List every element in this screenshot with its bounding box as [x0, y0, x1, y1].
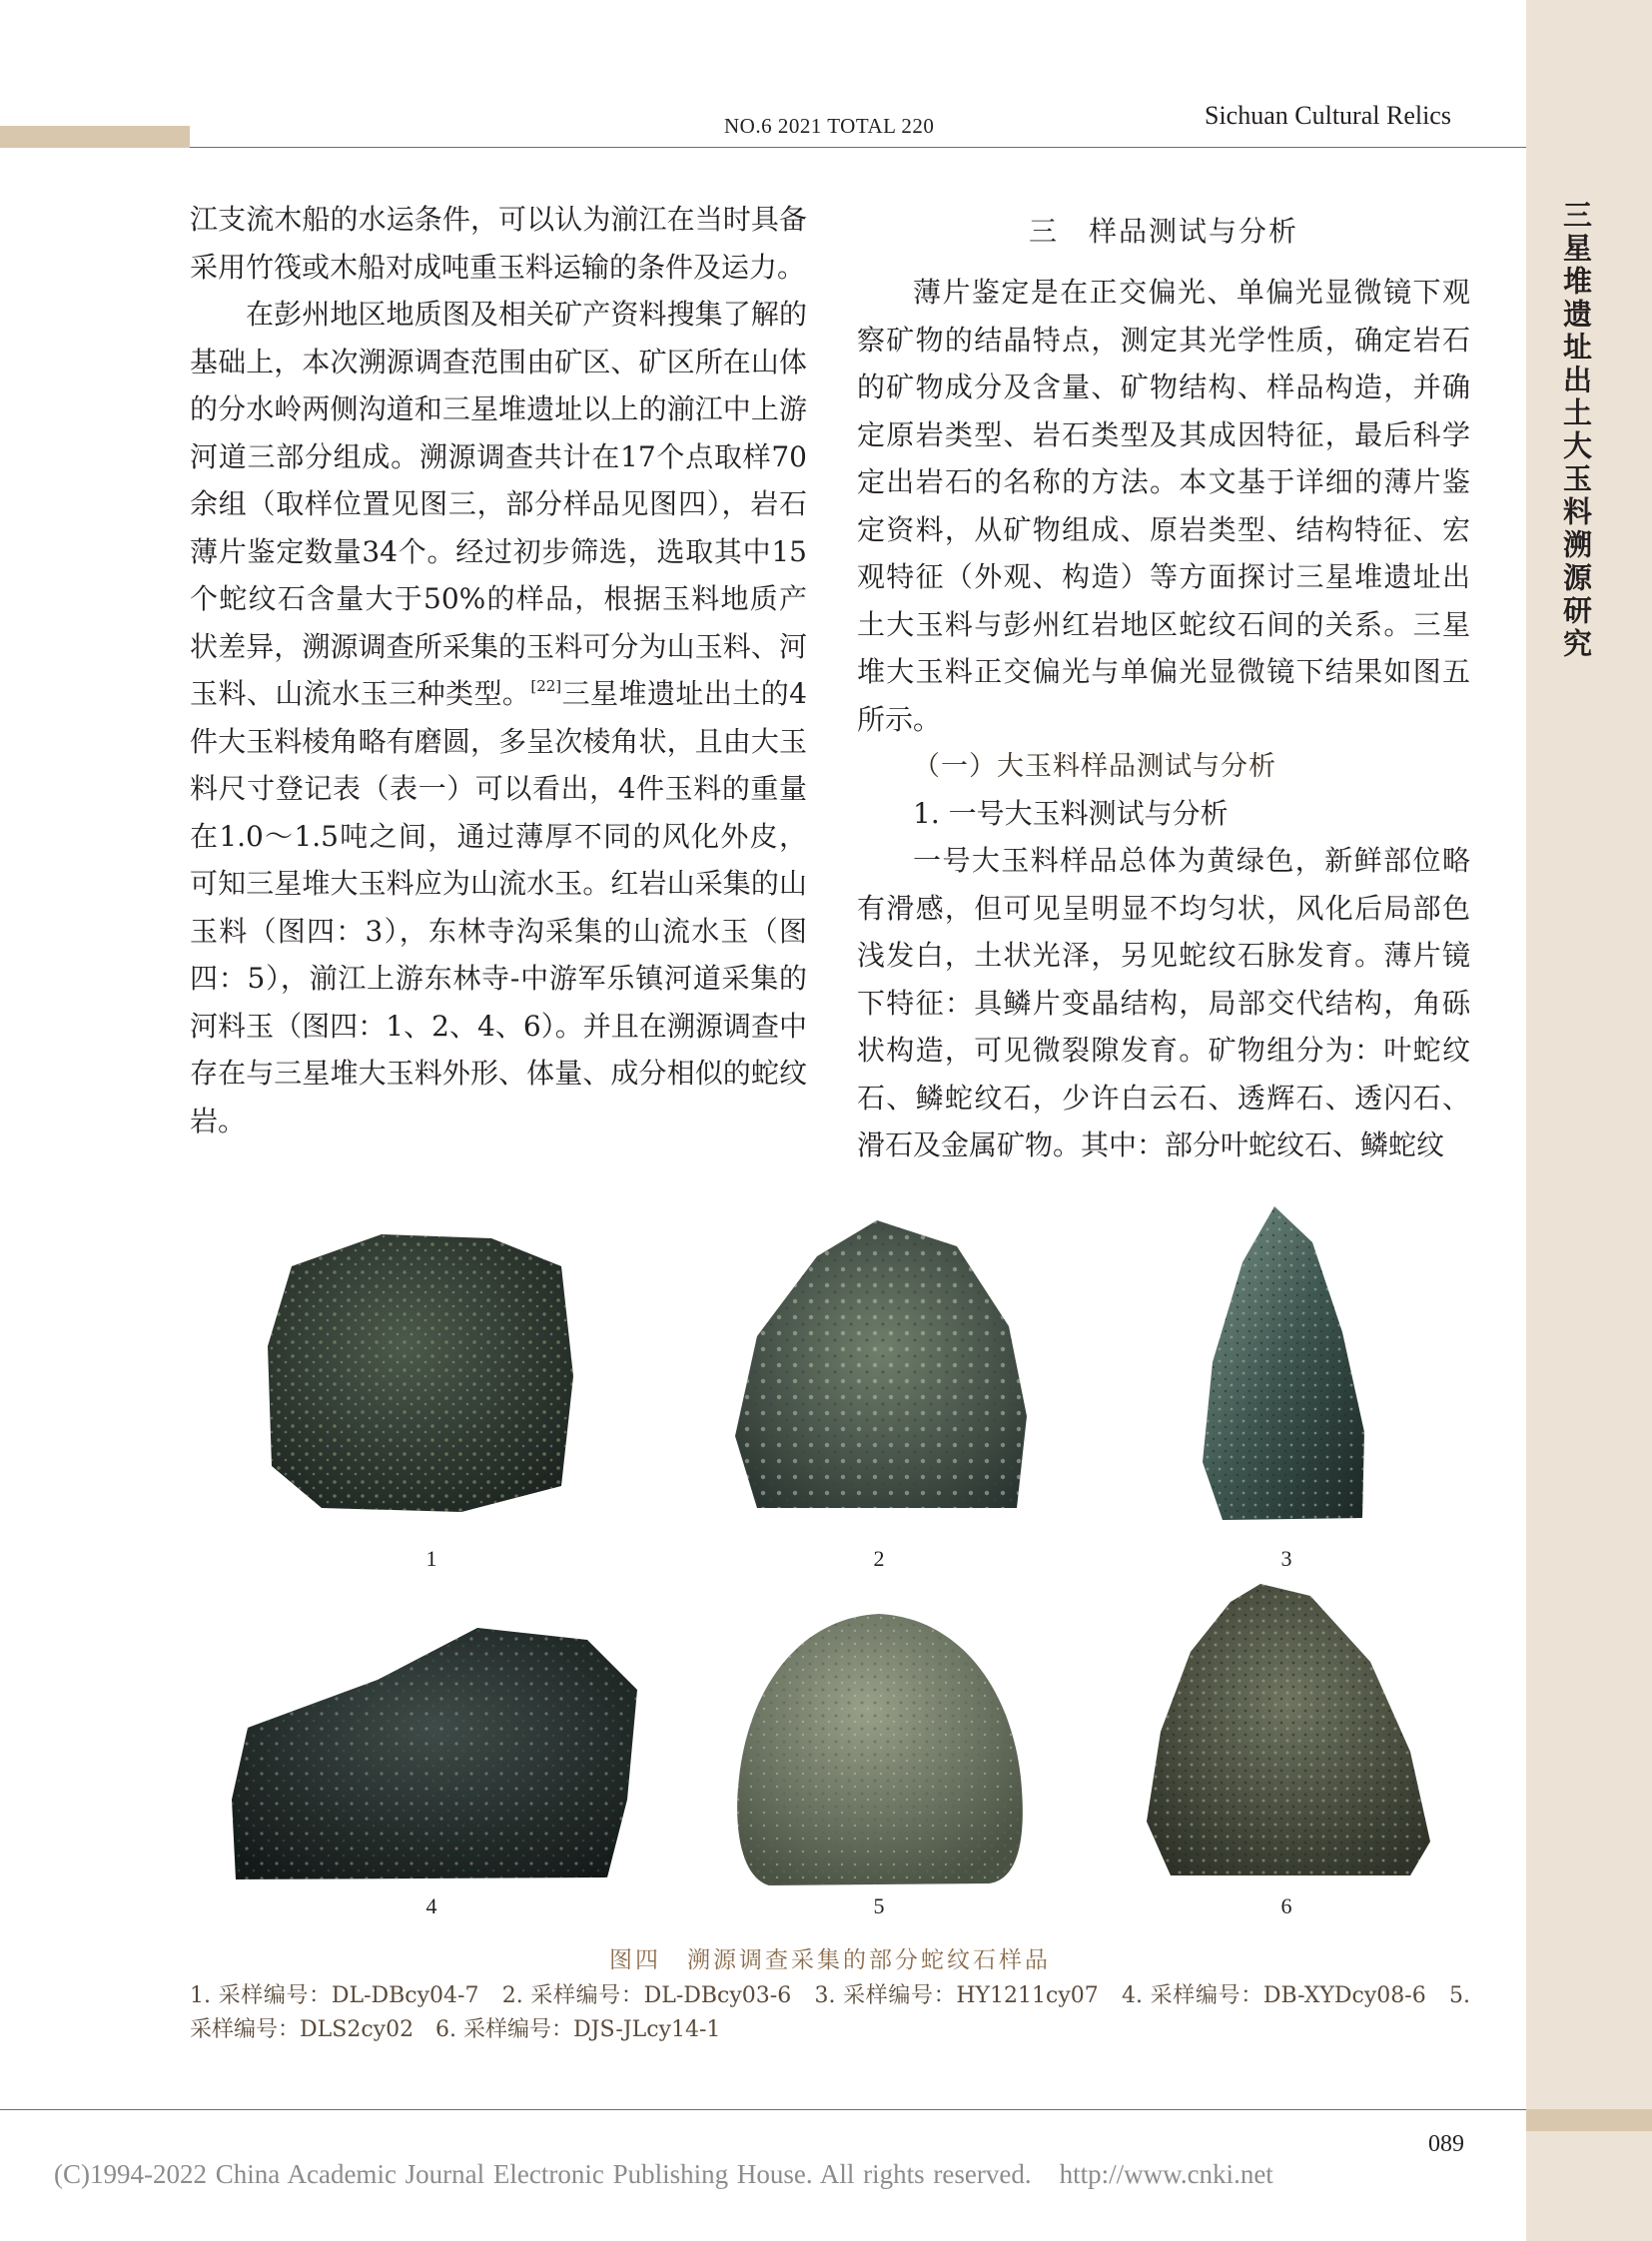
- figure-label: 5: [873, 1893, 885, 1918]
- footer-link[interactable]: http://www.cnki.net: [1059, 2159, 1273, 2189]
- figure-caption-title: 图四 溯源调查采集的部分蛇纹石样品: [609, 1947, 1051, 1973]
- paragraph: 薄片鉴定是在正交偏光、单偏光显微镜下观察矿物的结晶特点，测定其光学性质，确定岩石的矿物成分及含量、矿物结构、样品构造，并确定原岩类型、岩石类型及其成因特征，最后科学定出岩石的名称的方法。本文基于详细的薄片鉴定资料，从矿物组成、原岩类型、结构特征、宏观特征（外观、构造）等方面探讨三星堆遗址出土大玉料与彭州红岩地区蛇纹石间的关系。三星堆大玉料正交偏光与单偏光显微镜下结果如图五所示。: [857, 276, 1470, 736]
- footer-rule: [0, 2109, 1526, 2110]
- rock-photo-5: [729, 1608, 1029, 1887]
- rock-photo-4: [228, 1620, 643, 1883]
- paragraph: 江支流木船的水运条件，可以认为湔江在当时具备采用竹筏或木船对成吨重玉料运输的条件及运力。: [190, 203, 807, 284]
- figure-label: 3: [1280, 1546, 1292, 1571]
- left-column: [190, 196, 807, 1144]
- footer-accent-bar: [1526, 2109, 1652, 2131]
- figure-caption-notes: 1. 采样编号：DL-DBcy04-7 2. 采样编号：DL-DBcy03-6 3. 采样编号：HY1211cy07 4. 采样编号：DB-XYDcy08-6 5. 采样编号：DLS2cy02 6. 采样编号：DJS-JLcy14-1: [190, 1983, 1470, 2042]
- paragraph: [190, 291, 807, 1144]
- rock-photo-2: [727, 1216, 1031, 1514]
- subsection-heading: （一）大玉料样品测试与分析: [913, 751, 1276, 782]
- rock-photo-6: [1141, 1582, 1434, 1879]
- figure-label: 1: [425, 1546, 437, 1571]
- header-accent-bar: [0, 126, 190, 148]
- rock-photo-1: [262, 1226, 579, 1518]
- header-rule: [190, 147, 1526, 148]
- citation-ref[interactable]: [22]: [530, 677, 562, 695]
- paragraph-text: 三星堆遗址出土的4件大玉料棱角略有磨圆，多呈次棱角状，且由大玉料尺寸登记表（表一）可以看出，4件玉料的重量在1.0～1.5吨之间，通过薄厚不同的风化外皮，可知三星堆大玉料应为山流水玉。红岩山采集的山玉料（图四：3），东林寺沟采集的山流水玉（图四：5），湔江上游东林寺-中游军乐镇河道采集的河料玉（图四：1、2、4、6）。并且在溯源调查中存在与三星堆大玉料外形、体量、成分相似的蛇纹岩。: [190, 677, 807, 1137]
- section-heading: 三 样品测试与分析: [1028, 215, 1298, 248]
- footer: [54, 2159, 1273, 2190]
- figure-label: 6: [1280, 1893, 1292, 1918]
- running-side-title: 三星堆遗址出土大玉料溯源研究: [1559, 200, 1593, 661]
- paragraph-text: 在彭州地区地质图及相关矿产资料搜集了解的基础上，本次溯源调查范围由矿区、矿区所在山体的分水岭两侧沟道和三星堆遗址以上的湔江中上游河道三部分组成。溯源调查共计在17个点取样70余组（取样位置见图三，部分样品见图四），岩石薄片鉴定数量34个。经过初步筛选，选取其中15个蛇纹石含量大于50%的样品，根据玉料地质产状差异，溯源调查所采集的玉料可分为山玉料、河玉料、山流水玉三种类型。: [190, 298, 807, 710]
- page-number: 089: [1428, 2131, 1464, 2157]
- paragraph: 一号大玉料样品总体为黄绿色，新鲜部位略有滑感，但可见呈明显不均匀状，风化后局部色浅发白，土状光泽，另见蛇纹石脉发育。薄片镜下特征：具鳞片变晶结构，局部交代结构，角砾状构造，可见微裂隙发育。矿物组分为：叶蛇纹石、鳞蛇纹石，少许白云石、透辉石、透闪石、滑石及金属矿物。其中：部分叶蛇纹石、鳞蛇纹: [857, 844, 1470, 1161]
- figure-label: 2: [873, 1546, 885, 1571]
- right-column: [857, 196, 1470, 1169]
- figure-label: 4: [425, 1893, 437, 1918]
- copyright-text: (C)1994-2022 China Academic Journal Electronic Publishing House. All rights reserved.: [54, 2159, 1032, 2189]
- subsubsection-heading: 1. 一号大玉料测试与分析: [913, 797, 1229, 830]
- issue-number: NO.6 2021 TOTAL 220: [724, 114, 935, 138]
- journal-name: Sichuan Cultural Relics: [1205, 101, 1451, 130]
- rock-photo-3: [1193, 1202, 1370, 1526]
